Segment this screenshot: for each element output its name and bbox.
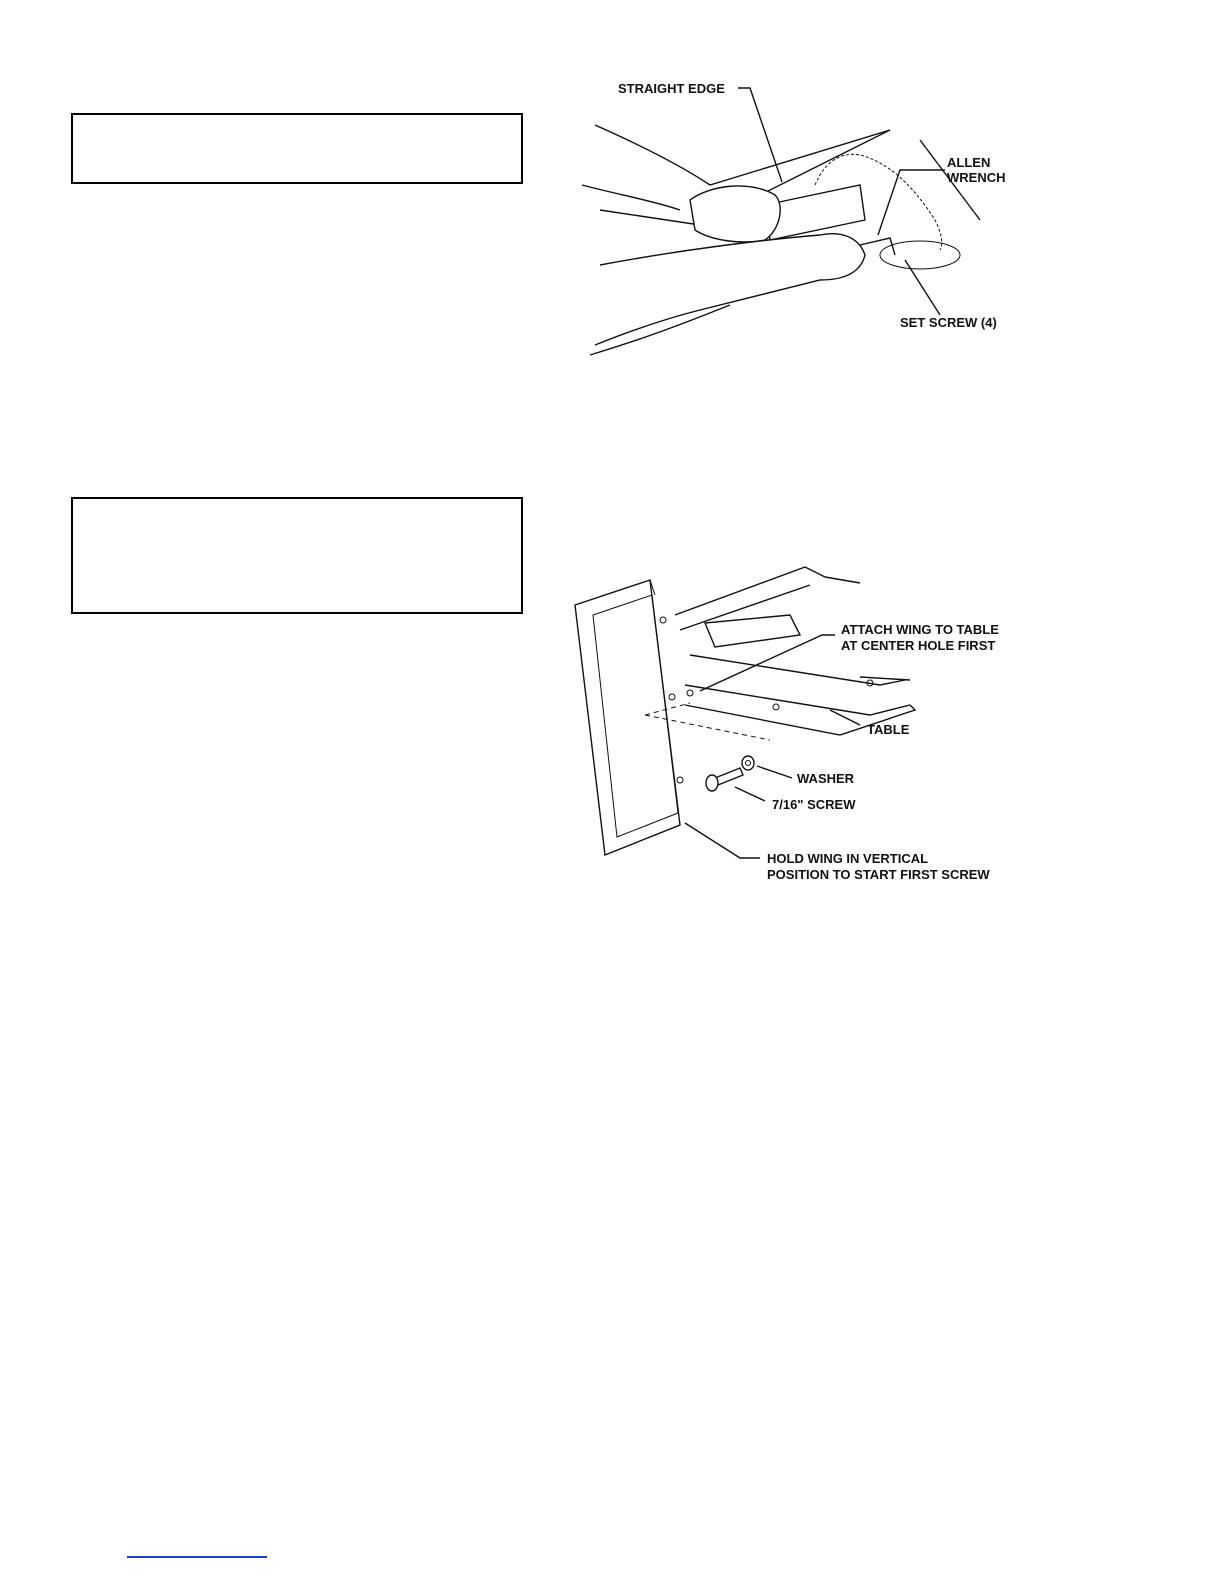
table-rail-line: [825, 577, 860, 583]
note-box-middle: [71, 497, 523, 614]
wing-hole-center: [669, 694, 675, 700]
footer-link-underline[interactable]: [127, 1556, 267, 1558]
wing-hole-top: [660, 617, 666, 623]
label-attach-line2: AT CENTER HOLE FIRST: [841, 638, 996, 653]
label-screw: 7/16" SCREW: [772, 797, 856, 812]
figure-attach-wing: [560, 555, 1060, 895]
right-hand-arm: [595, 234, 865, 345]
table-hole-center: [773, 704, 779, 710]
table-edge-upper: [685, 685, 910, 715]
label-allen-line2: WRENCH: [947, 170, 1006, 185]
figure-straight-edge-alignment: [560, 70, 1060, 370]
label-straight-edge: STRAIGHT EDGE: [618, 81, 725, 96]
leader-straight-edge: [738, 88, 782, 182]
note-box-top: [71, 113, 523, 184]
label-attach-line1: ATTACH WING TO TABLE: [841, 622, 999, 637]
table-rail-back: [675, 567, 825, 615]
leader-washer: [757, 766, 792, 778]
label-hold-line1: HOLD WING IN VERTICAL: [767, 851, 929, 866]
label-set-screw: SET SCREW (4): [900, 315, 997, 330]
wing-frame-outer: [575, 580, 680, 855]
label-hold-line2: POSITION TO START FIRST SCREW: [767, 867, 990, 882]
label-allen-line1: ALLEN: [947, 155, 991, 170]
washer-shape: [742, 756, 754, 770]
leader-screw: [735, 787, 765, 801]
table-hole-left: [687, 690, 693, 696]
table-top-right: [860, 677, 910, 680]
label-washer: WASHER: [797, 771, 855, 786]
leader-allen-wrench: [878, 170, 945, 235]
wing-hole-bottom: [677, 777, 683, 783]
left-hand: [690, 186, 780, 242]
table-edge-back: [595, 125, 890, 185]
label-table: TABLE: [867, 722, 910, 737]
screw-head: [706, 775, 718, 791]
allen-wrench-shape: [860, 238, 895, 255]
table-insert-plate: [705, 615, 800, 647]
leader-hold-wing: [685, 823, 760, 858]
arm-outline-upper: [582, 185, 680, 210]
